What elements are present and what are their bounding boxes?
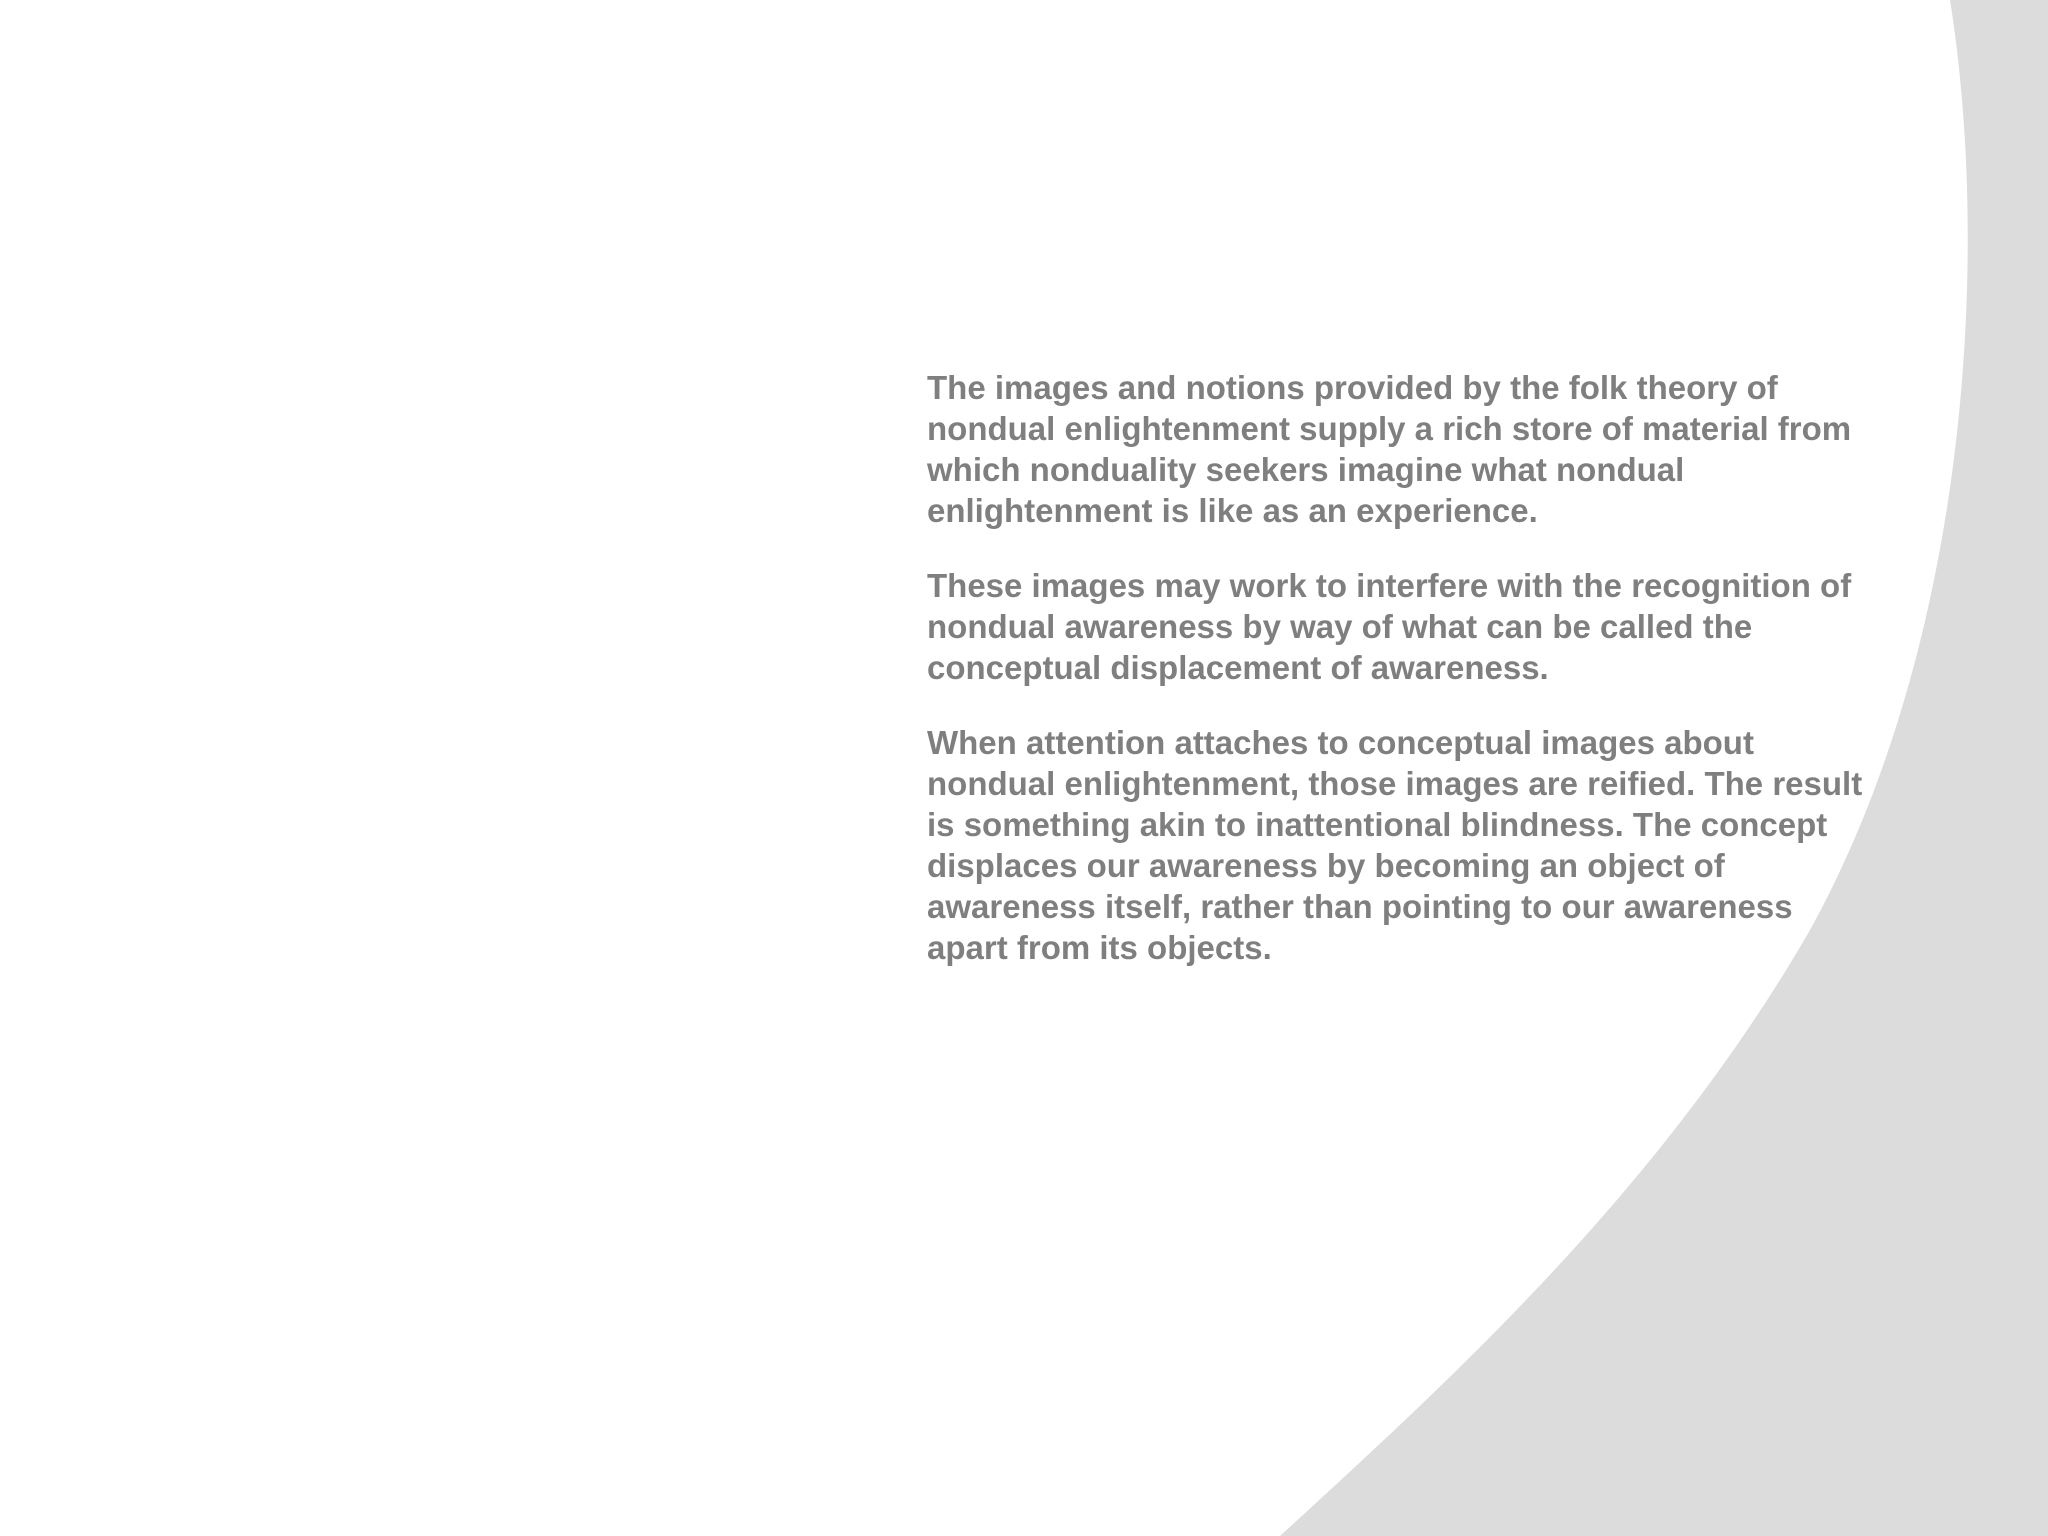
body-text — [927, 367, 1927, 1002]
paragraph-3: When attention attaches to conceptual images about nondual enlightenment, those images are reified. The result is something akin to inattentional blindness. The concept displaces our awareness by becoming an object of awareness itself, rather than pointing to our awareness apart from its objects. — [927, 724, 1863, 966]
paragraph-2: These images may work to interfere with the recognition of nondual awareness by way of what can be called the conceptual displacement of awareness. — [927, 567, 1852, 686]
paragraph-1: The images and notions provided by the folk theory of nondual enlightenment supply a rich store of material from which nonduality seekers imagine what nondual enlightenment is like as an experience. — [927, 369, 1852, 529]
